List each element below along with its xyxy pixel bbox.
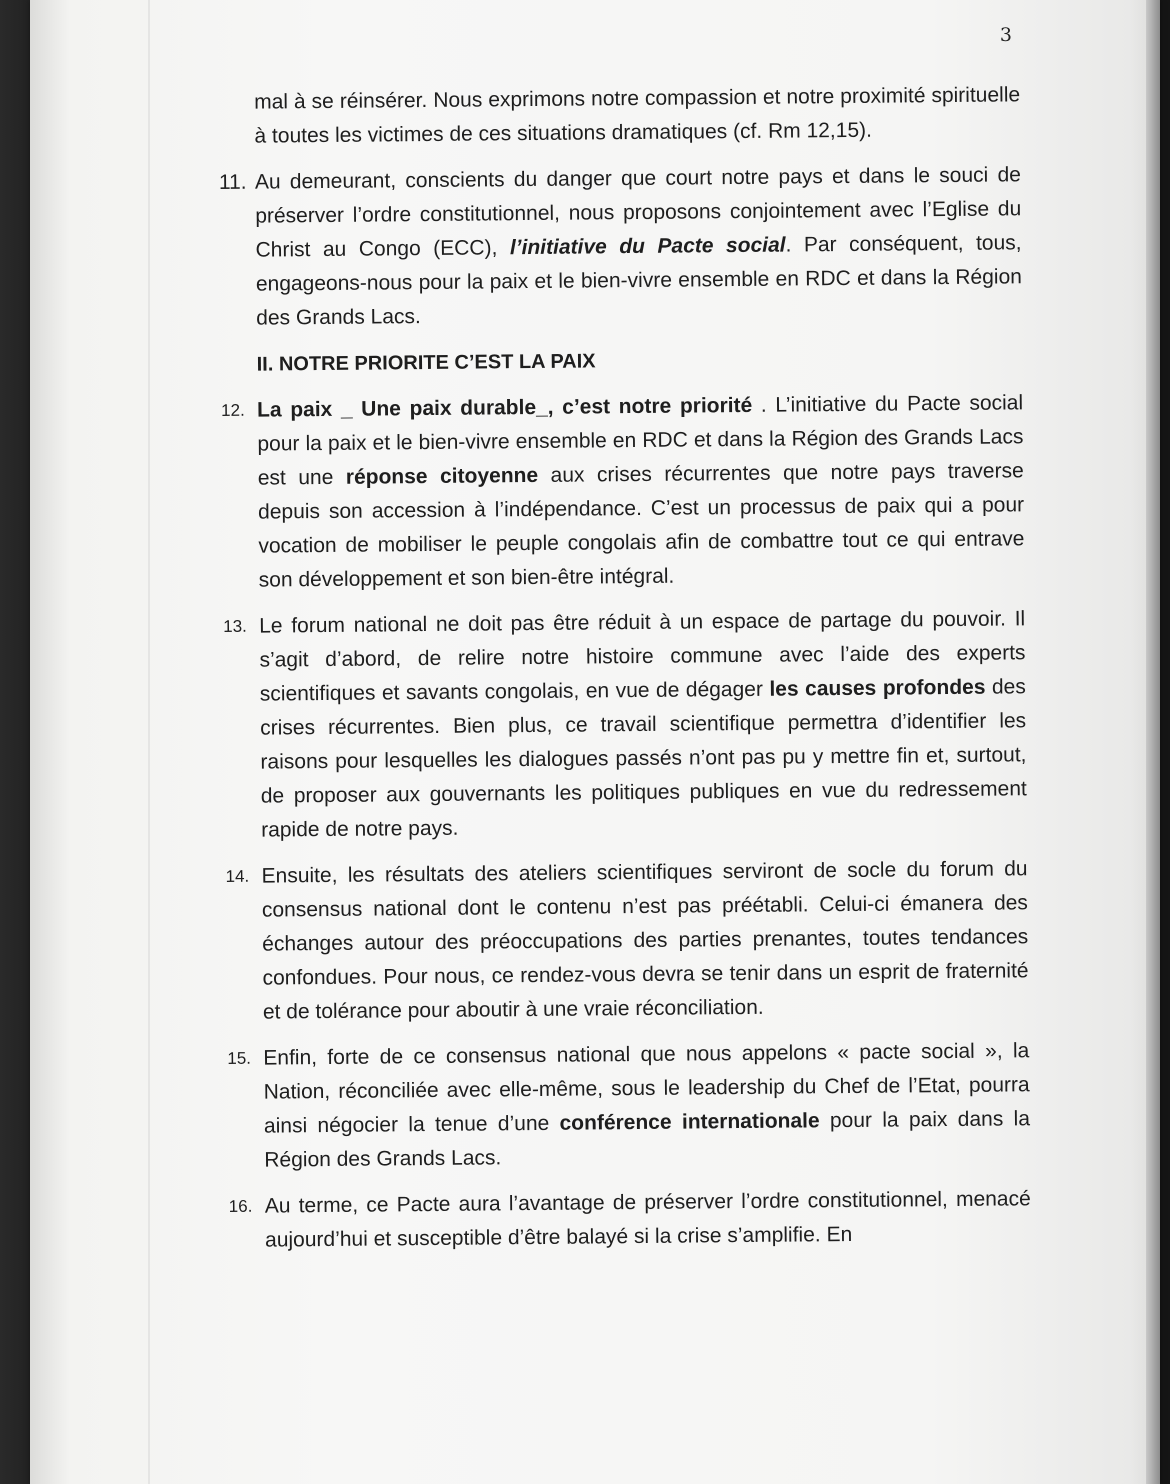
paragraph-16 <box>229 1182 1032 1258</box>
paragraph-text: pour la paix dans la Région des Grands Lacs. <box>264 1107 1031 1172</box>
paragraph-text: aux crises récurrentes que notre pays traverse depuis son accession à l’indépendance. C’est un processus de paix qui a pour vocation de mobiliser le peuple congolais afin de combattre tout ce qui entrave son développement et son bien-être intégral. <box>257 459 1025 592</box>
paragraph-number: 11. <box>218 170 247 194</box>
paragraph-number: 13. <box>223 616 247 636</box>
paragraph-text: Le forum national ne doit pas être réduit à un espace de partage du pouvoir. Il s’agit d’abord, de relire notre histoire commune avec l’aide des experts scientifiques et savants congolais, en vue de dégager <box>259 607 1026 706</box>
paragraph-text: . Par conséquent, tous, engageons-nous pour la paix et le bien-vivre ensemble en RDC et dans la Région des Grands Lacs. <box>255 231 1022 330</box>
paragraph-text: Ensuite, les résultats des ateliers scientifiques serviront de socle du forum du consensus national dont le contenu n’est pas préétabli. Celui-ci émanera des échanges autour des préoccupations des parties prenantes, toutes tendances confondues. Pour nous, ce rendez-vous devra se tenir dans un esprit de fraternité et de tolérance pour aboutir à une vraie réconciliation. <box>261 857 1029 1024</box>
paragraph-13 <box>223 602 1027 848</box>
paragraph-number: 14. <box>225 866 250 886</box>
bold-text: La paix _ Une paix durable_, c’est notre priorité <box>257 393 753 422</box>
paragraph-text: . L’initiative du Pacte social pour la paix et le bien-vivre ensemble en RDC et dans la Région des Grands Lacs est une <box>257 391 1024 490</box>
emphasis-text: l’initiative du Pacte social <box>509 233 786 260</box>
paragraph-text: des crises récurrentes. Bien plus, ce travail scientifique permettra d’identifier les raisons pour lesquelles les dialogues passés n’ont pas pu y mettre fin et, surtout, de proposer aux gouvernants les politiques publiques en vue du redressement rapide de notre pays. <box>260 675 1027 842</box>
page-fold-shadow <box>148 0 150 1484</box>
paragraph-15 <box>227 1034 1030 1178</box>
paragraph-11 <box>219 158 1023 336</box>
paragraph-14 <box>225 852 1029 1030</box>
paragraph-number: 16. <box>228 1196 253 1216</box>
page-number: 3 <box>999 24 1012 46</box>
paragraph-text: Enfin, forte de ce consensus national que nous appelons « pacte social », la Nation, réconciliée avec elle-même, sous le leadership du Chef de l’Etat, pourra ainsi négocier la tenue d’une <box>263 1039 1030 1138</box>
paragraph-text: Au demeurant, conscients du danger que court notre pays et dans le souci de préserver l’ordre constitutionnel, nous proposons conjointement avec l’Eglise du Christ au Congo (ECC), <box>254 163 1022 262</box>
paragraph-12 <box>221 386 1025 598</box>
bold-text: réponse citoyenne <box>345 463 539 489</box>
page-edge-shadow <box>1146 0 1160 1484</box>
section-heading: II. NOTRE PRIORITE C’EST LA PAIX <box>256 350 596 376</box>
paragraph-number: 12. <box>221 400 245 420</box>
paragraph-text: mal à se réinsérer. Nous exprimons notre compassion et notre proximité spirituelle à toutes les victimes de ces situations dramatiques (cf. Rm 12,15). <box>254 83 1021 148</box>
bold-text: les causes profondes <box>769 675 986 701</box>
bold-text: conférence internationale <box>559 1109 820 1135</box>
paragraph-text: Au terme, ce Pacte aura l’avantage de préserver l’ordre constitutionnel, menacé aujourd’hui et susceptible d’être balayé si la crise s’amplifie. En <box>264 1187 1031 1252</box>
paragraph-continuation <box>218 78 1021 154</box>
document-body <box>218 78 1031 1270</box>
paragraph-number: 15. <box>227 1048 252 1068</box>
